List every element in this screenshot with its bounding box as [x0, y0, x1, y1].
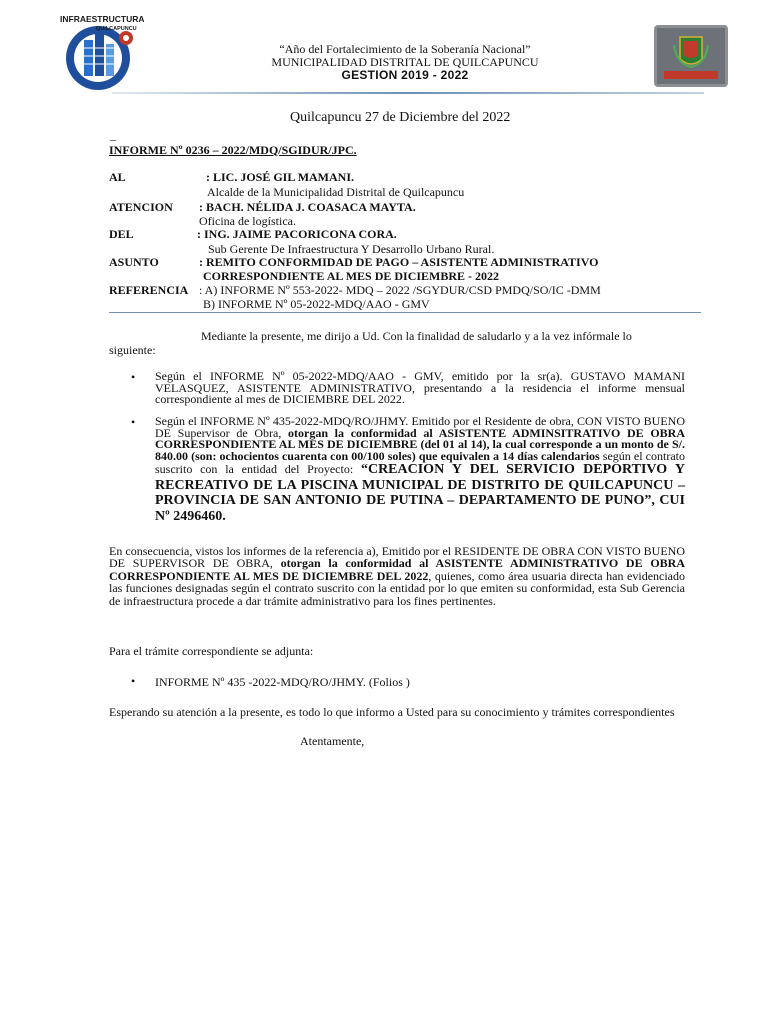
- bullet-item-1: Según el INFORME Nº 05-2022-MDQ/AAO - GMV, emitido por la sr(a). GUSTAVO MAMANI VELASQUEZ, ASISTENTE ADMINISTRATIVO, presentando a la residencia el informe mensual correspondiente al mes de DICIEMBRE DEL 2022.: [155, 369, 685, 407]
- infraestructura-logo: [58, 12, 144, 92]
- bullet-2-bold: otorgan la conformidad al ASISTENTE ADMINSITRATIVO DE OBRA CORRESPONDIENTE AL MES DE DICIEMBRE (del 01 al 14), la cual corresponde a un monto de S/. 840.00 (son: ochocientos cuarenta con 00/100 soles) que equivalen a 14 días calendarios: [155, 425, 686, 463]
- bullet-2-intro: Según el INFORME Nº 435-2022-MDQ/RO/JHMY. Emitido por el Residente de obra, CON VISTO BUENO DE Supervisor de Obra,: [155, 414, 685, 440]
- referencia-label: REFERENCIA: [109, 283, 189, 297]
- referencia-value-line1: : A) INFORME Nº 553-2022- MDQ – 2022 /SGYDUR/CSD PMDQ/SO/IC -DMM: [199, 283, 601, 297]
- asunto-label: ASUNTO: [109, 255, 159, 269]
- attachment-intro: Para el trámite correspondiente se adjunta:: [109, 644, 314, 658]
- al-label: AL: [109, 170, 126, 184]
- consequence-paragraph: [109, 545, 685, 607]
- logo-left-text1: INFRAESTRUCTURA: [60, 14, 144, 24]
- closing-salutation: Atentamente,: [300, 734, 365, 748]
- bullet-icon: •: [131, 674, 136, 688]
- consequence-rest: , quienes, como área usuaria directa han evidenciado las funciones designadas según el contrato suscrito con la entidad por lo que emiten su conformidad, esta Sub Gerencia de infraestructura procede a dar trámite administrativo para los fines pertinentes.: [109, 568, 686, 608]
- decorative-dash: _: [110, 128, 116, 142]
- project-title: “CREACION Y DEL SERVICIO DEPORTIVO Y RECREATIVO DE LA PISCINA MUNICIPAL DE DISTRITO DE QUILCAPUNCU – PROVINCIA DE SAN ANTONIO DE PUTINA – DEPARTAMENTO DE PUNO”, CUI Nº 2496460.: [155, 462, 685, 524]
- header-municipality: MUNICIPALIDAD DISTRITAL DE QUILCAPUNCU: [271, 55, 539, 69]
- referencia-value-line2: B) INFORME Nº 05-2022-MDQ/AAO - GMV: [203, 297, 430, 311]
- consequence-bold: otorgan la conformidad al ASISTENTE ADMINISTRATIVO DE OBRA CORRESPONDIENTE AL MES DE DICIEMBRE DEL 2022: [109, 556, 685, 583]
- bullet-icon: •: [131, 370, 136, 384]
- del-label: DEL: [109, 227, 134, 241]
- bullet-2-contract: según el contrato suscrito con la entidad del Proyecto:: [155, 448, 685, 477]
- del-value: : ING. JAIME PACORICONA CORA.: [197, 227, 397, 241]
- al-sub: Alcalde de la Municipalidad Distrital de Quilcapuncu: [207, 185, 465, 199]
- consequence-intro: En consecuencia, vistos los informes de la referencia a), Emitido por el RESIDENTE DE OBRA CON VISTO BUENO DE SUPERVISOR DE OBRA,: [109, 544, 685, 571]
- section-divider: [109, 312, 701, 313]
- municipal-seal-icon: [654, 25, 728, 87]
- del-sub: Sub Gerente De Infraestructura Y Desarrollo Urbano Rural.: [208, 242, 495, 256]
- intro-paragraph-cont: siguiente:: [109, 343, 156, 357]
- informe-number: INFORME Nº 0236 – 2022/MDQ/SGIDUR/JPC.: [109, 143, 357, 157]
- intro-paragraph: Mediante la presente, me dirijo a Ud. Con la finalidad de saludarlo y a la vez infórmale lo: [201, 329, 632, 343]
- asunto-value-line1: : REMITO CONFORMIDAD DE PAGO – ASISTENTE ADMINISTRATIVO: [199, 255, 599, 269]
- bullet-icon: •: [131, 415, 136, 429]
- header-gestion: GESTION 2019 - 2022: [341, 68, 469, 82]
- atencion-value: : BACH. NÉLIDA J. COASACA MAYTA.: [199, 200, 416, 214]
- document-date: Quilcapuncu 27 de Diciembre del 2022: [290, 110, 511, 125]
- logo-left-text2: QUILCAPUNCU: [96, 26, 137, 32]
- atencion-sub: Oficina de logística.: [199, 214, 296, 228]
- bullet-item-2: [155, 416, 685, 524]
- header-motto: “Año del Fortalecimiento de la Soberanía Nacional”: [279, 42, 531, 56]
- header-divider: [112, 92, 704, 94]
- al-value: : LIC. JOSÉ GIL MAMANI.: [206, 170, 355, 184]
- asunto-value-line2: CORRESPONDIENTE AL MES DE DICIEMBRE - 2022: [203, 269, 500, 283]
- atencion-label: ATENCION: [109, 200, 173, 214]
- attachment-item: INFORME Nº 435 -2022-MDQ/RO/JHMY. (Folios ): [155, 675, 410, 689]
- closing-paragraph: Esperando su atención a la presente, es todo lo que informo a Usted para su conocimiento y trámites correspondientes: [109, 705, 675, 719]
